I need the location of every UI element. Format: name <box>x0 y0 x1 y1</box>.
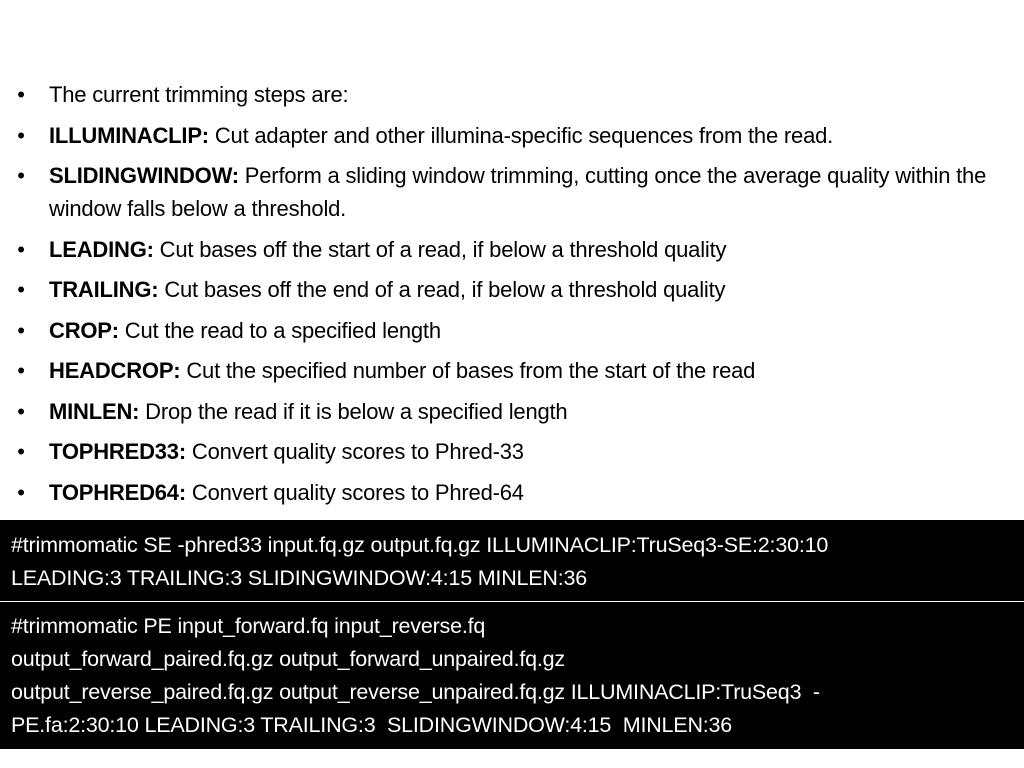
bullet-leading <box>0 233 1024 266</box>
bullet-term: SLIDINGWINDOW: <box>49 163 239 188</box>
command-line: output_forward_paired.fq.gz output_forward_unpaired.fq.gz <box>11 647 565 671</box>
bullet-tophred33 <box>0 435 1024 468</box>
bullet-term: TRAILING: <box>49 277 159 302</box>
bullet-slidingwindow <box>0 159 1024 225</box>
bullet-dot: • <box>17 479 25 505</box>
bullet-term: HEADCROP: <box>49 358 181 383</box>
bullet-illuminaclip <box>0 119 1024 152</box>
bullet-text: Cut the specified number of bases from the start of the read <box>180 358 756 383</box>
bullet-term: MINLEN: <box>49 398 140 424</box>
bullet-dot: • <box>17 277 25 302</box>
bullet-tophred64 <box>0 476 1024 509</box>
bullet-term: CROP: <box>49 317 119 343</box>
trimming-steps-list <box>0 78 1024 516</box>
bullet-text: Drop the read if it is below a specified length <box>139 398 568 424</box>
bullet-dot: • <box>17 122 25 148</box>
bullet-term: TOPHRED64: <box>49 479 186 505</box>
bullet-text: Cut bases off the end of a read, if below a threshold quality <box>158 277 726 302</box>
bullet-dot: • <box>17 236 25 262</box>
bullet-term: ILLUMINACLIP: <box>49 122 209 148</box>
command-line: output_reverse_paired.fq.gz output_reverse_unpaired.fq.gz ILLUMINACLIP:TruSeq3 - <box>11 680 820 704</box>
bullet-minlen <box>0 395 1024 428</box>
command-line: #trimmomatic PE input_forward.fq input_reverse.fq <box>11 614 486 638</box>
bullet-text: Cut adapter and other illumina-specific sequences from the read. <box>208 122 834 148</box>
command-line: LEADING:3 TRAILING:3 SLIDINGWINDOW:4:15 MINLEN:36 <box>11 566 588 590</box>
bullet-dot: • <box>17 398 25 424</box>
command-box-single-end <box>0 520 1024 601</box>
bullet-dot: • <box>17 163 25 188</box>
bullet-text: Cut the read to a specified length <box>118 317 441 343</box>
bullet-text: Convert quality scores to Phred-33 <box>185 439 524 464</box>
bullet-trailing <box>0 273 1024 306</box>
command-box-paired-end <box>0 602 1024 749</box>
bullet-crop <box>0 314 1024 347</box>
bullet-term: LEADING: <box>49 236 154 262</box>
bullet-headcrop <box>0 354 1024 387</box>
bullet-intro <box>0 78 1024 111</box>
bullet-text: Cut bases off the start of a read, if below a threshold quality <box>153 236 727 262</box>
command-line: #trimmomatic SE -phred33 input.fq.gz output.fq.gz ILLUMINACLIP:TruSeq3-SE:2:30:10 <box>11 533 829 557</box>
bullet-text: Perform a sliding window trimming, cutting once the average quality within the window falls below a threshold. <box>49 163 987 221</box>
bullet-term: TOPHRED33: <box>49 439 186 464</box>
bullet-dot: • <box>17 439 25 464</box>
bullet-dot: • <box>17 317 25 343</box>
bullet-text: Convert quality scores to Phred-64 <box>185 479 524 505</box>
command-line: PE.fa:2:30:10 LEADING:3 TRAILING:3 SLIDINGWINDOW:4:15 MINLEN:36 <box>11 713 733 737</box>
bullet-dot: • <box>17 82 25 107</box>
bullet-text: The current trimming steps are: <box>49 82 349 107</box>
bullet-dot: • <box>17 358 25 383</box>
